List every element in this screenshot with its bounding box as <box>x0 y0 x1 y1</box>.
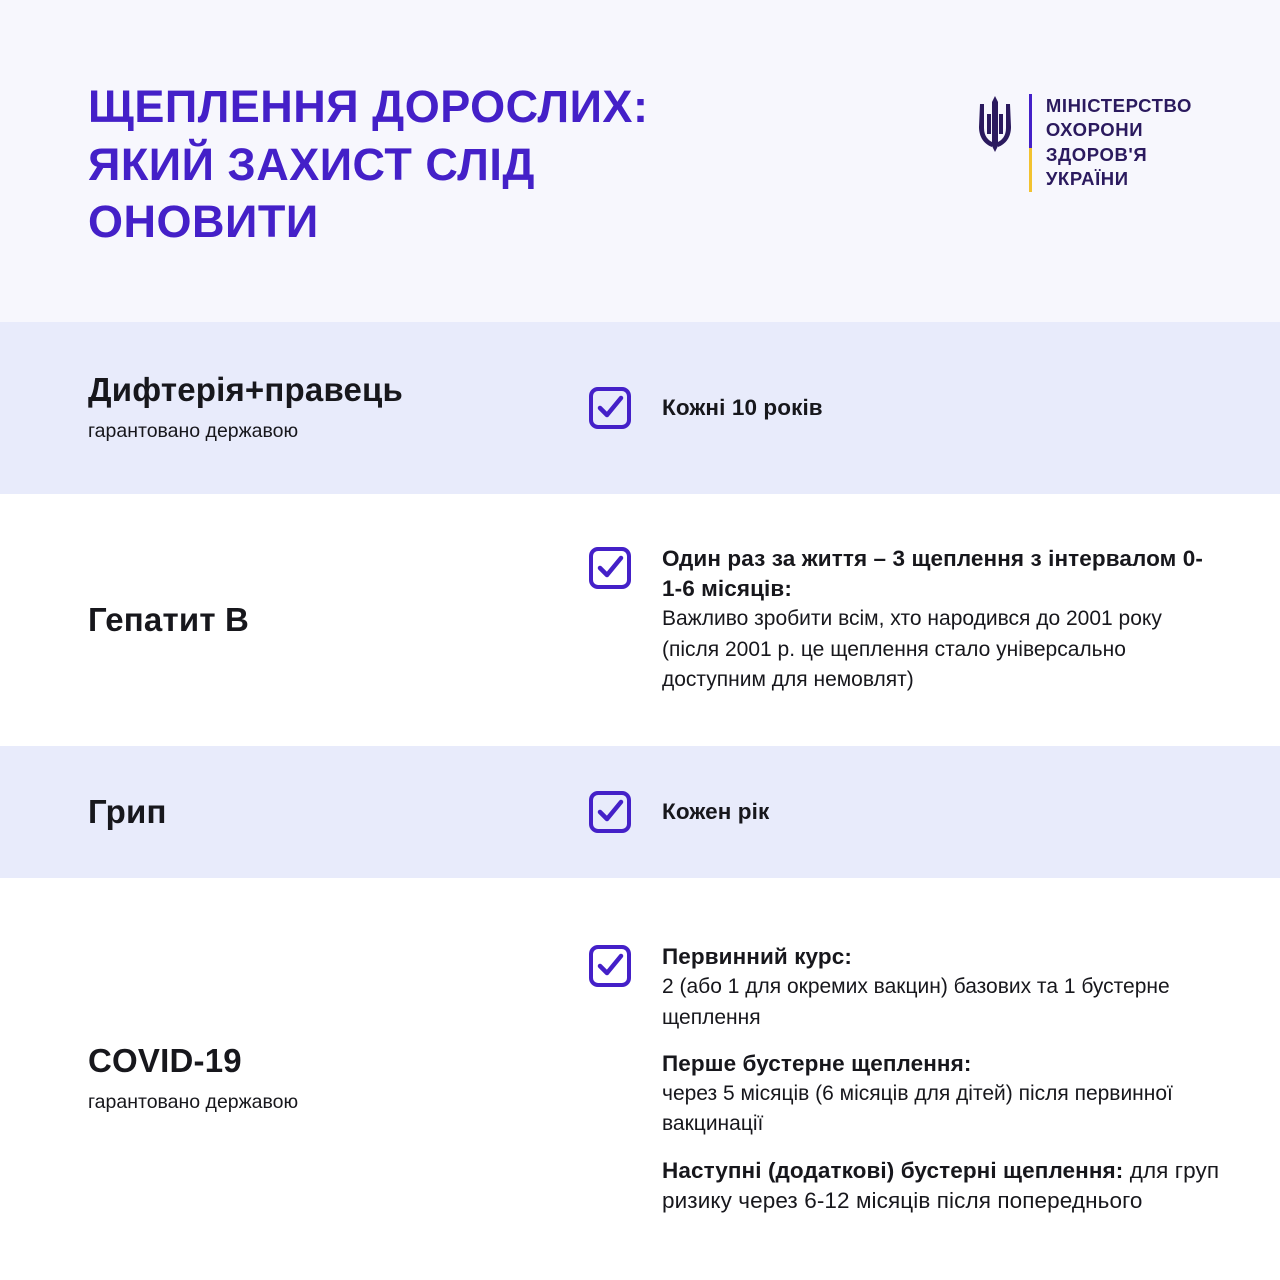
row-detail-group <box>588 942 1220 1215</box>
vaccine-row-diphtheria-tetanus <box>0 322 1280 494</box>
detail-heading: Один раз за життя – 3 щеплення з інтервалом 0-1-6 місяців: <box>662 546 1203 602</box>
page-title <box>88 78 648 251</box>
poster-header <box>0 0 1280 322</box>
row-label-group <box>88 371 588 444</box>
checkbox-checked-icon <box>588 546 632 590</box>
detail-blocks <box>662 942 1220 1215</box>
detail-blocks <box>662 797 769 827</box>
row-detail-group <box>588 386 1220 430</box>
vaccine-row-hepatitis-b <box>0 494 1280 746</box>
title-line-1: ЩЕПЛЕННЯ ДОРОСЛИХ: <box>88 81 649 132</box>
detail-body: через 5 місяців (6 місяців для дітей) після первинної вакцинації <box>662 1082 1173 1136</box>
detail-heading: Кожні 10 років <box>662 395 823 421</box>
title-line-3: ОНОВИТИ <box>88 196 319 248</box>
detail-block <box>662 1049 1220 1140</box>
detail-blocks <box>662 544 1220 695</box>
ministry-logo-text <box>1046 94 1192 192</box>
title-line-2: ЯКИЙ ЗАХИСТ СЛІД <box>88 138 535 190</box>
vaccine-row-covid19 <box>0 878 1280 1280</box>
disease-note: гарантовано державою <box>88 420 299 443</box>
detail-heading: Кожен рік <box>662 799 770 825</box>
disease-name: Гепатит В <box>88 601 250 639</box>
disease-note: гарантовано державою <box>88 1091 299 1114</box>
row-label-group <box>88 1042 588 1115</box>
detail-block <box>662 544 1220 695</box>
row-label-group <box>88 793 588 831</box>
detail-blocks <box>662 393 823 423</box>
detail-block <box>662 797 769 827</box>
logo-text-line-3: ЗДОРОВ'Я <box>1045 143 1148 165</box>
logo-text-line-2: ОХОРОНИ <box>1045 119 1144 141</box>
detail-heading <box>662 1156 1220 1216</box>
checkbox-checked-icon <box>588 944 632 988</box>
detail-block <box>662 393 823 423</box>
disease-name: Дифтерія+правець <box>88 371 404 409</box>
detail-block <box>662 942 1220 1033</box>
ministry-logo <box>975 78 1220 192</box>
logo-text-line-4: УКРАЇНИ <box>1045 168 1129 190</box>
disease-name: Грип <box>88 793 167 831</box>
detail-heading: Первинний курс: <box>662 944 852 970</box>
logo-divider <box>1029 94 1032 192</box>
detail-body: Важливо зробити всім, хто народився до 2001 року (після 2001 р. це щеплення стало універсально доступним для немовлят) <box>662 607 1162 692</box>
checkbox-checked-icon <box>588 386 632 430</box>
logo-text-line-1: МІНІСТЕРСТВО <box>1045 95 1192 116</box>
vaccine-rows <box>0 322 1280 1280</box>
detail-heading: Перше бустерне щеплення: <box>662 1051 972 1077</box>
row-detail-group <box>588 790 1220 834</box>
detail-body: 2 (або 1 для окремих вакцин) базових та 1 бустерне щеплення <box>662 975 1170 1029</box>
detail-block <box>662 1156 1220 1216</box>
row-detail-group <box>588 544 1220 695</box>
vaccine-row-influenza <box>0 746 1280 878</box>
disease-name: COVID-19 <box>88 1042 242 1080</box>
row-label-group <box>88 601 588 639</box>
detail-heading-strong: Наступні (додаткові) бустерні щеплення: <box>662 1157 1124 1183</box>
ukraine-trident-icon <box>975 94 1015 156</box>
checkbox-checked-icon <box>588 790 632 834</box>
detail-heading-inline-body: для груп ризику через 6-12 місяців після попереднього <box>662 1157 1220 1213</box>
